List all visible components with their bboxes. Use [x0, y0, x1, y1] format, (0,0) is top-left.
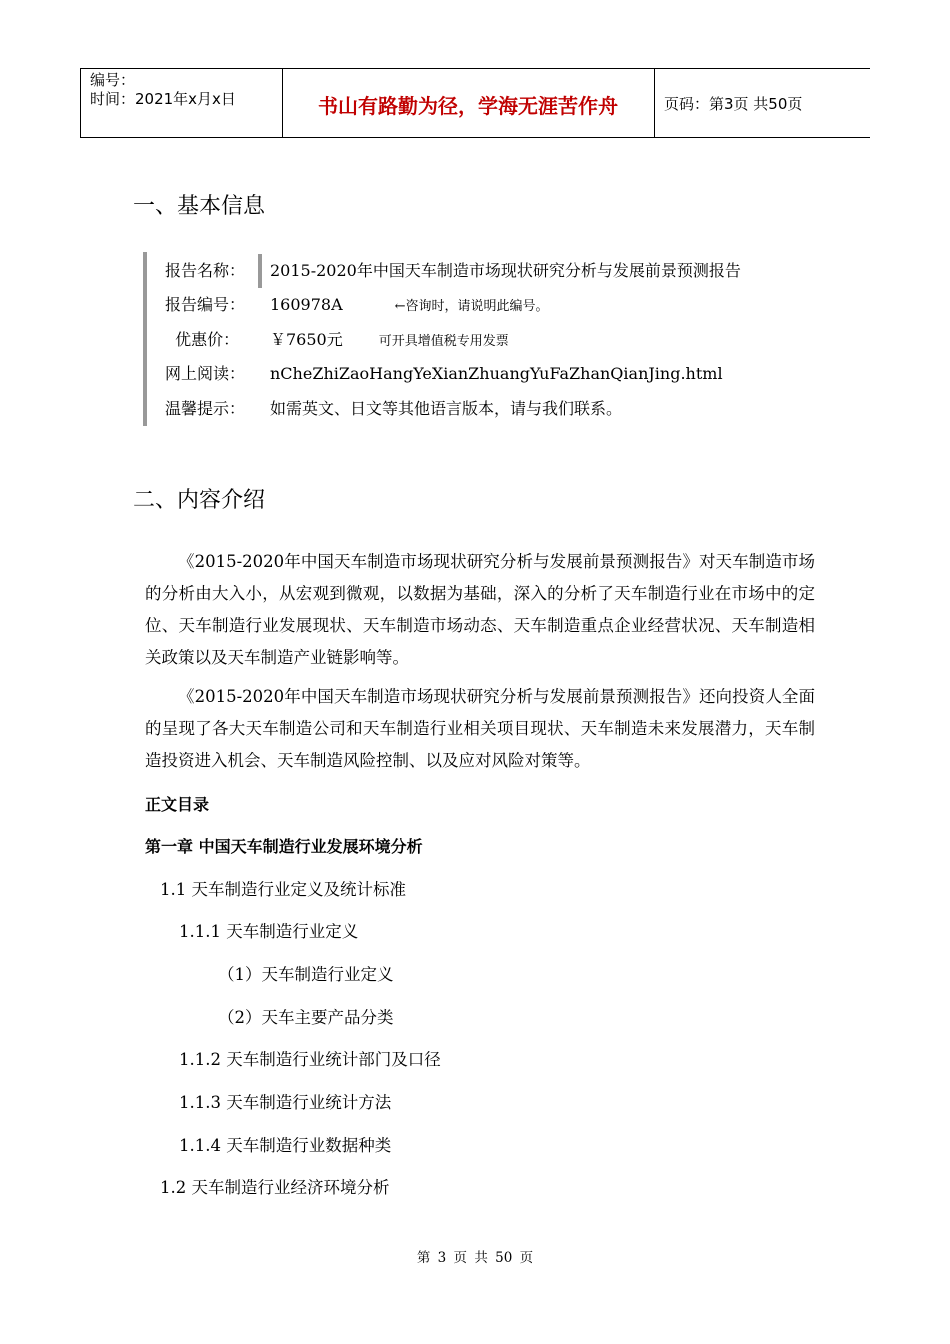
- toc-item: 1.1.2 天车制造行业统计部门及口径: [179, 1050, 441, 1069]
- info-note: ←咨询时，请说明此编号。: [394, 299, 549, 314]
- toc-item: 1.1.1 天车制造行业定义: [179, 922, 359, 941]
- header-divider: [80, 69, 81, 137]
- toc-item: 1.1.4 天车制造行业数据种类: [179, 1136, 392, 1155]
- info-row-price: [165, 327, 509, 350]
- header-divider: [654, 69, 655, 137]
- info-row-tip: [165, 396, 622, 419]
- info-value: 160978A: [270, 295, 343, 314]
- intro-paragraph: 《2015-2020年中国天车制造市场现状研究分析与发展前景预测报告》对天车制造市场的分析由大入小，从宏观到微观，以数据为基础，深入的分析了天车制造行业在市场中的定位、天车制造行业发展现状、天车制造市场动态、天车制造重点企业经营状况、天车制造相关政策以及天车制造产业链影响等。: [145, 552, 815, 667]
- info-row-report-name: [165, 258, 741, 281]
- toc-chapter-1: 第一章 中国天车制造行业发展环境分析: [145, 837, 423, 856]
- info-label: 温馨提示：: [165, 399, 246, 418]
- document-number-label: 编号：: [90, 71, 136, 89]
- info-label: 网上阅读：: [165, 364, 246, 383]
- toc-item: 1.1 天车制造行业定义及统计标准: [160, 880, 406, 899]
- toc-item: （2）天车主要产品分类: [218, 1008, 394, 1027]
- page-header: [80, 68, 870, 138]
- info-row-report-number: [165, 292, 549, 315]
- info-note: 可开具增值税专用发票: [378, 334, 509, 349]
- intro-paragraph: 《2015-2020年中国天车制造市场现状研究分析与发展前景预测报告》还向投资人全面的呈现了各大天车制造公司和天车制造行业相关项目现状、天车制造未来发展潜力，天车制造投资进入机会、天车制造风险控制、以及应对风险对策等。: [145, 687, 815, 770]
- section-title-basic-info: 一、基本信息: [133, 194, 266, 219]
- header-meta: [90, 71, 236, 109]
- info-value-link[interactable]: nCheZhiZaoHangYeXianZhuangYuFaZhanQianJing.html: [270, 364, 723, 383]
- info-value: 如需英文、日文等其他语言版本，请与我们联系。: [270, 399, 623, 418]
- info-row-online-reading: [165, 361, 723, 384]
- toc-item: 1.1.3 天车制造行业统计方法: [179, 1093, 392, 1112]
- info-value: ￥7650元: [270, 330, 343, 349]
- toc-item: 1.2 天车制造行业经济环境分析: [160, 1178, 390, 1197]
- toc-heading: 正文目录: [145, 795, 210, 814]
- section-title-content-intro: 二、内容介绍: [133, 488, 266, 513]
- info-value: 2015-2020年中国天车制造市场现状研究分析与发展前景预测报告: [270, 261, 741, 280]
- toc-item: （1）天车制造行业定义: [218, 965, 394, 984]
- header-motto: 书山有路勤为径，学海无涯苦作舟: [318, 94, 618, 118]
- info-left-bar: [143, 252, 147, 426]
- header-page-info: 页码：第3页 共50页: [664, 95, 803, 113]
- info-label: 报告编号：: [165, 295, 246, 314]
- document-date: 时间：2021年x月x日: [90, 90, 236, 108]
- info-label: 优惠价：: [165, 330, 240, 349]
- page-footer: 第 3 页 共 50 页: [416, 1250, 534, 1266]
- info-label: 报告名称：: [165, 261, 246, 280]
